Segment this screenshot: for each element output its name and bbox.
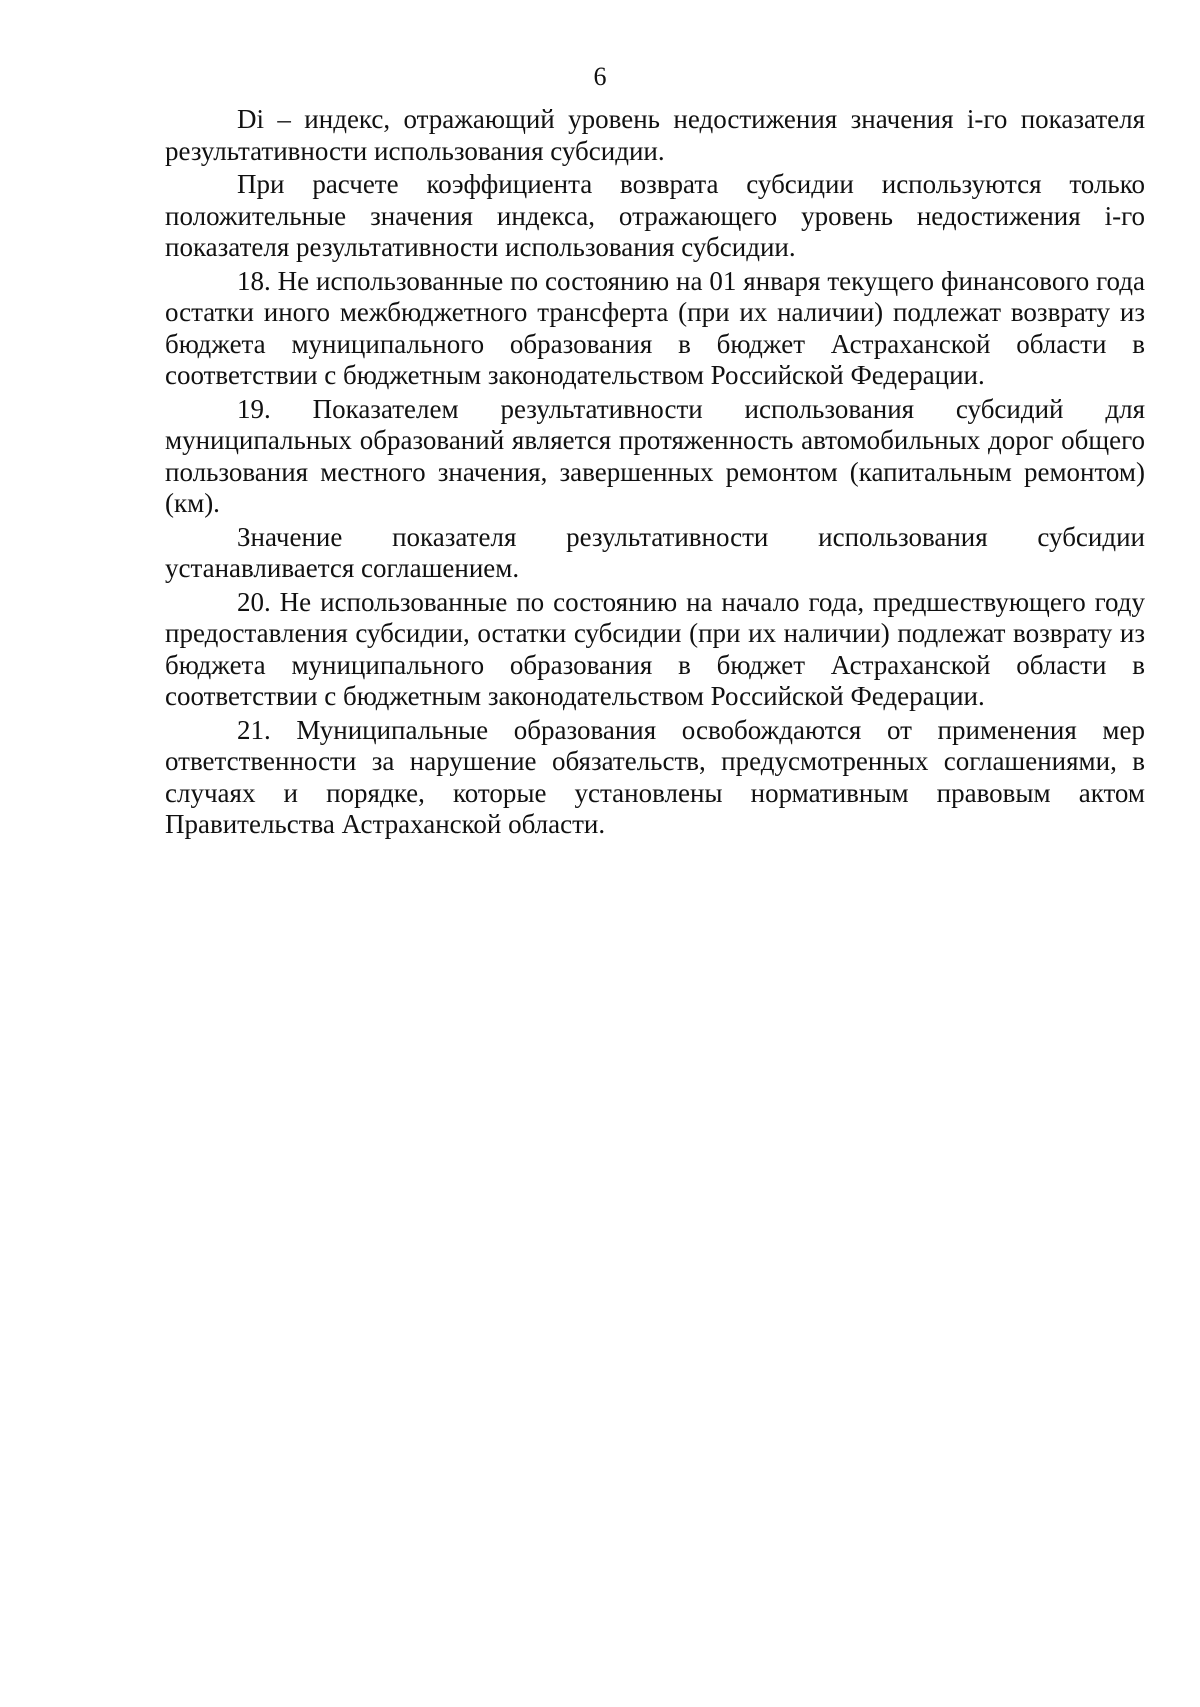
paragraph-indicator-value: Значение показателя результативности использования субсидии устанавливается соглашением. [165, 521, 1145, 583]
paragraph-20: 20. Не использованные по состоянию на начало года, предшествующего году предоставления субсидии, остатки субсидии (при их наличии) подлежат возврату из бюджета муниципального образования в бюджет Астраханской области в соответствии с бюджетным законодательством Российской Федерации. [165, 586, 1145, 711]
paragraph-di-definition: Di – индекс, отражающий уровень недостижения значения i-го показателя результативности использования субсидии. [165, 104, 1145, 166]
paragraph-19: 19. Показателем результативности использования субсидий для муниципальных образований является протяженность автомобильных дорог общего пользования местного значения, завершенных ремонтом (капитальным ремонтом) (км). [165, 393, 1145, 518]
paragraph-18: 18. Не использованные по состоянию на 01 января текущего финансового года остатки иного межбюджетного трансферта (при их наличии) подлежат возврату из бюджета муниципального образования в бюджет Астраханской области в соответствии с бюджетным законодательством Российской Федерации. [165, 265, 1145, 390]
page-number: 6 [593, 62, 607, 91]
document-body [165, 104, 1145, 843]
paragraph-21: 21. Муниципальные образования освобождаются от применения мер ответственности за нарушение обязательств, предусмотренных соглашениями, в случаях и порядке, которые установлены нормативным правовым актом Правительства Астраханской области. [165, 714, 1145, 839]
paragraph-coefficient-note: При расчете коэффициента возврата субсидии используются только положительные значения индекса, отражающего уровень недостижения i-го показателя результативности использования субсидии. [165, 169, 1145, 262]
